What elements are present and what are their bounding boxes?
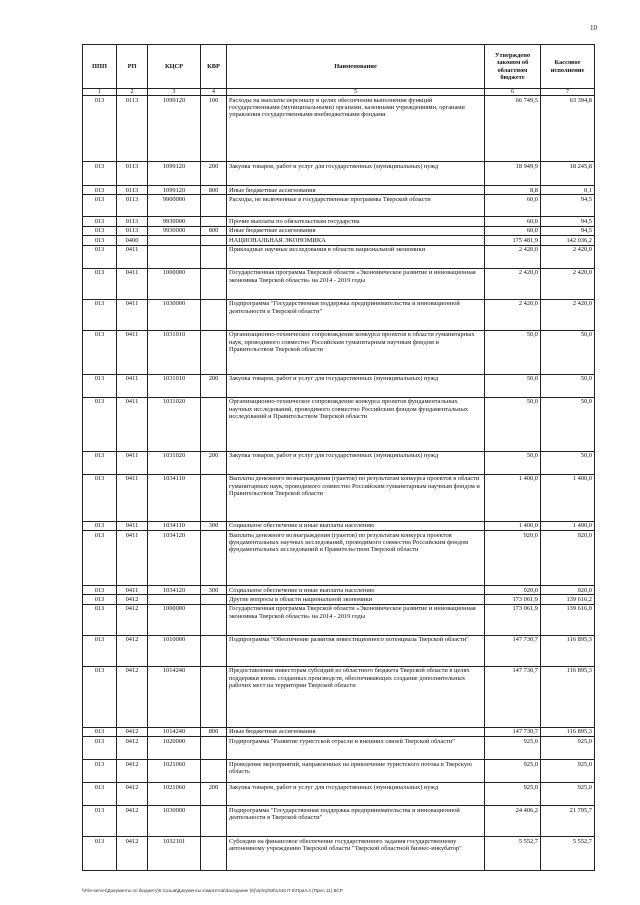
cell-cash: 116 895,3: [541, 727, 595, 736]
cell-cash: 920,0: [541, 531, 595, 586]
cell-kvr: [201, 635, 227, 666]
cell-kcsr: 1099120: [148, 96, 201, 162]
cell-approved: 173 061,9: [485, 595, 541, 604]
table-row: [83, 330, 595, 374]
cell-rp: 0412: [117, 737, 148, 760]
cell-kcsr: 1034120: [148, 531, 201, 586]
cell-name: Предоставление инвесторам субсидий из областного бюджета Тверской области в целях поддержки вновь созданных производств, обеспечивающих создание дополнительных рабочих мест на территории Тверской области: [227, 666, 485, 727]
cell-ppp: 013: [83, 268, 117, 299]
table-body: [83, 96, 595, 871]
cell-name: Субсидии на финансовое обеспечение государственного задания государственному автономному учреждению Тверской области "Тверской областной бизнес-инкубатор": [227, 837, 485, 871]
table-row: [83, 666, 595, 727]
cell-kcsr: 9900000: [148, 195, 201, 217]
table-row: [83, 96, 595, 162]
cell-rp: 0411: [117, 299, 148, 330]
cell-ppp: 013: [83, 374, 117, 397]
cell-kcsr: 1021060: [148, 760, 201, 783]
cell-rp: 0411: [117, 521, 148, 530]
cell-approved: 1 400,0: [485, 521, 541, 530]
cell-ppp: 013: [83, 330, 117, 374]
column-number: 5: [227, 89, 485, 96]
cell-approved: 1 400,0: [485, 474, 541, 521]
cell-cash: 50,0: [541, 451, 595, 474]
cell-cash: 2 420,0: [541, 245, 595, 268]
cell-kcsr: 1020000: [148, 737, 201, 760]
cell-rp: 0113: [117, 186, 148, 195]
cell-ppp: 013: [83, 217, 117, 226]
cell-name: Иные бюджетные ассигнования: [227, 727, 485, 736]
table-row: [83, 186, 595, 195]
cell-approved: 925,0: [485, 783, 541, 806]
table-row: [83, 162, 595, 186]
cell-rp: 0412: [117, 760, 148, 783]
cell-rp: 0113: [117, 217, 148, 226]
cell-name: Выплаты денежного вознаграждения (грантов) по результатам конкурса проектов в области гуманитарных наук, проводимого совместно Российским гуманитарным научным фондом и Правительством Тверской области: [227, 474, 485, 521]
cell-name: НАЦИОНАЛЬНАЯ ЭКОНОМИКА: [227, 236, 485, 245]
cell-cash: 5 552,7: [541, 837, 595, 871]
cell-rp: 0412: [117, 666, 148, 727]
cell-kvr: [201, 217, 227, 226]
cell-kcsr: 9930000: [148, 217, 201, 226]
cell-ppp: 013: [83, 737, 117, 760]
cell-cash: 925,0: [541, 737, 595, 760]
cell-name: Проведение мероприятий, направленных на привлечение туристского потока в Тверскую область: [227, 760, 485, 783]
cell-approved: 18 949,9: [485, 162, 541, 186]
cell-name: Организационно-техническое сопровождение конкурса проектов в области гуманитарных наук, проводимого совместно Российским гуманитарным научным фондом и Правительством Тверской области: [227, 330, 485, 374]
cell-kcsr: 1031010: [148, 374, 201, 397]
cell-kvr: [201, 737, 227, 760]
cell-rp: 0411: [117, 586, 148, 595]
cell-kcsr: 1014240: [148, 727, 201, 736]
table-row: [83, 451, 595, 474]
cell-kvr: 800: [201, 727, 227, 736]
cell-name: Расходы, не включенные в государственные программы Тверской области: [227, 195, 485, 217]
cell-rp: 0412: [117, 727, 148, 736]
table-row: [83, 397, 595, 451]
cell-cash: 142 036,2: [541, 236, 595, 245]
cell-rp: 0113: [117, 162, 148, 186]
cell-kvr: [201, 330, 227, 374]
table-row: [83, 374, 595, 397]
table-row: [83, 635, 595, 666]
page-number: 10: [590, 24, 597, 32]
cell-name: Подпрограмма "Развитие туристской отрасли и внешних связей Тверской области": [227, 737, 485, 760]
cell-kvr: 200: [201, 783, 227, 806]
cell-rp: 0411: [117, 397, 148, 451]
cell-kcsr: 1030000: [148, 299, 201, 330]
cell-kcsr: 1034120: [148, 586, 201, 595]
cell-name: Выплаты денежного вознаграждения (грантов) по результатам конкурса проектов фундаментальных научных исследований, проводимого совместно Российским фондом фундаментальных исследований и Правительством Тверской области: [227, 531, 485, 586]
cell-kcsr: 1099120: [148, 162, 201, 186]
cell-kcsr: 1032101: [148, 837, 201, 871]
cell-approved: 925,0: [485, 760, 541, 783]
header-kvr: КВР: [201, 45, 227, 89]
column-number: 6: [485, 89, 541, 96]
cell-kvr: [201, 666, 227, 727]
header-kcsr: КЦСР: [148, 45, 201, 89]
cell-ppp: 013: [83, 837, 117, 871]
cell-rp: 0113: [117, 96, 148, 162]
table-row: [83, 760, 595, 783]
cell-ppp: 013: [83, 604, 117, 635]
cell-cash: 50,0: [541, 374, 595, 397]
cell-kvr: [201, 268, 227, 299]
cell-cash: 139 616,2: [541, 595, 595, 604]
cell-approved: 920,0: [485, 531, 541, 586]
cell-rp: 0411: [117, 451, 148, 474]
table-row: [83, 727, 595, 736]
cell-name: Прочие выплаты по обязательствам государства: [227, 217, 485, 226]
cell-cash: 50,0: [541, 330, 595, 374]
column-numbers-row: [83, 89, 595, 96]
cell-rp: 0411: [117, 474, 148, 521]
cell-name: Социальное обеспечение и иные выплаты населению: [227, 586, 485, 595]
cell-ppp: 013: [83, 474, 117, 521]
cell-kcsr: 1031020: [148, 397, 201, 451]
cell-kvr: [201, 397, 227, 451]
cell-approved: 50,0: [485, 397, 541, 451]
cell-kcsr: 9930000: [148, 226, 201, 235]
cell-cash: 116 895,3: [541, 666, 595, 727]
cell-approved: 925,0: [485, 737, 541, 760]
cell-kcsr: 1000000: [148, 268, 201, 299]
cell-rp: 0412: [117, 635, 148, 666]
cell-name: Подпрограмма "Государственная поддержка предпринимательства и инновационной деятельности в Тверской области": [227, 299, 485, 330]
cell-rp: 0412: [117, 595, 148, 604]
cell-kvr: [201, 595, 227, 604]
cell-approved: 2 420,0: [485, 299, 541, 330]
cell-name: Закупка товаров, работ и услуг для государственных (муниципальных) нужд: [227, 783, 485, 806]
table-row: [83, 595, 595, 604]
cell-approved: 60,0: [485, 217, 541, 226]
budget-table: [82, 44, 595, 871]
cell-name: Другие вопросы в области национальной экономики: [227, 595, 485, 604]
cell-kvr: [201, 474, 227, 521]
cell-kvr: [201, 299, 227, 330]
cell-approved: 24 406,2: [485, 806, 541, 837]
cell-rp: 0412: [117, 783, 148, 806]
cell-kvr: 200: [201, 451, 227, 474]
cell-name: Социальное обеспечение и иные выплаты населению: [227, 521, 485, 530]
cell-rp: 0113: [117, 195, 148, 217]
cell-name: Государственная программа Тверской области «Экономическое развитие и инновационная экономика Тверской области» на 2014 - 2019 годы: [227, 268, 485, 299]
cell-kvr: 800: [201, 226, 227, 235]
cell-approved: 147 730,7: [485, 666, 541, 727]
cell-kvr: [201, 837, 227, 871]
cell-ppp: 013: [83, 531, 117, 586]
cell-approved: 920,0: [485, 586, 541, 595]
cell-cash: 1 400,0: [541, 474, 595, 521]
cell-approved: 66 749,5: [485, 96, 541, 162]
cell-approved: 50,0: [485, 451, 541, 474]
cell-ppp: 013: [83, 586, 117, 595]
cell-ppp: 013: [83, 635, 117, 666]
cell-rp: 0412: [117, 806, 148, 837]
column-number: 1: [83, 89, 117, 96]
cell-kcsr: 1030000: [148, 806, 201, 837]
cell-kvr: 300: [201, 521, 227, 530]
table-row: [83, 783, 595, 806]
cell-ppp: 013: [83, 806, 117, 837]
cell-name: Закупка товаров, работ и услуг для государственных (муниципальных) нужд: [227, 162, 485, 186]
cell-kvr: [201, 531, 227, 586]
table-row: [83, 531, 595, 586]
cell-approved: 50,0: [485, 330, 541, 374]
cell-ppp: 013: [83, 760, 117, 783]
cell-kvr: 300: [201, 586, 227, 595]
cell-ppp: 013: [83, 96, 117, 162]
cell-name: Прикладные научные исследования в области национальной экономики: [227, 245, 485, 268]
cell-kvr: 200: [201, 162, 227, 186]
cell-ppp: 013: [83, 186, 117, 195]
cell-ppp: 013: [83, 299, 117, 330]
cell-cash: 116 895,3: [541, 635, 595, 666]
header-row: [83, 45, 595, 89]
cell-approved: 2 420,0: [485, 245, 541, 268]
cell-rp: 0411: [117, 245, 148, 268]
cell-rp: 0411: [117, 374, 148, 397]
cell-kvr: [201, 604, 227, 635]
cell-ppp: 013: [83, 451, 117, 474]
cell-name: Иные бюджетные ассигнования: [227, 226, 485, 235]
cell-rp: 0411: [117, 268, 148, 299]
cell-kcsr: 1014240: [148, 666, 201, 727]
cell-kcsr: [148, 245, 201, 268]
cell-name: Подпрограмма "Государственная поддержка предпринимательства и инновационной деятельности в Тверской области": [227, 806, 485, 837]
cell-cash: 63 394,8: [541, 96, 595, 162]
cell-kcsr: 1099120: [148, 186, 201, 195]
table-row: [83, 195, 595, 217]
column-number: 2: [117, 89, 148, 96]
cell-approved: 175 481,9: [485, 236, 541, 245]
cell-kvr: 200: [201, 374, 227, 397]
cell-cash: 94,5: [541, 217, 595, 226]
cell-ppp: 013: [83, 226, 117, 235]
cell-approved: 50,0: [485, 374, 541, 397]
header-approved: Утверждено законом об областном бюджете: [485, 45, 541, 89]
cell-cash: 925,0: [541, 783, 595, 806]
cell-kvr: 100: [201, 96, 227, 162]
cell-rp: 0113: [117, 226, 148, 235]
cell-kcsr: 1010000: [148, 635, 201, 666]
cell-kvr: [201, 245, 227, 268]
cell-ppp: 013: [83, 195, 117, 217]
cell-cash: 925,0: [541, 760, 595, 783]
cell-approved: 60,0: [485, 195, 541, 217]
header-cash: Кассовое исполнение: [541, 45, 595, 89]
cell-cash: 50,0: [541, 397, 595, 451]
cell-name: Закупка товаров, работ и услуг для государственных (муниципальных) нужд: [227, 374, 485, 397]
table-row: [83, 236, 595, 245]
column-number: 7: [541, 89, 595, 96]
cell-ppp: 013: [83, 521, 117, 530]
cell-cash: 2 420,0: [541, 299, 595, 330]
cell-approved: 5 552,7: [485, 837, 541, 871]
cell-rp: 0412: [117, 837, 148, 871]
cell-approved: 8,8: [485, 186, 541, 195]
table-row: [83, 245, 595, 268]
cell-rp: 0400: [117, 236, 148, 245]
table-row: [83, 521, 595, 530]
cell-kcsr: [148, 236, 201, 245]
table-row: [83, 586, 595, 595]
cell-cash: 1 400,0: [541, 521, 595, 530]
cell-cash: 94,5: [541, 195, 595, 217]
cell-kcsr: 1031010: [148, 330, 201, 374]
table-row: [83, 806, 595, 837]
cell-ppp: 013: [83, 595, 117, 604]
cell-approved: 60,0: [485, 226, 541, 235]
header-ppp: ППП: [83, 45, 117, 89]
cell-name: Организационно-техническое сопровождение конкурса проектов фундаментальных научных исследований, проводимого совместно Российским фондом фундаментальных исследований и Правительством Тверской области: [227, 397, 485, 451]
cell-approved: 147 730,7: [485, 635, 541, 666]
cell-kcsr: 1034110: [148, 521, 201, 530]
cell-rp: 0412: [117, 604, 148, 635]
cell-kcsr: 1000000: [148, 604, 201, 635]
cell-kcsr: [148, 595, 201, 604]
cell-name: Закупка товаров, работ и услуг для государственных (муниципальных) нужд: [227, 451, 485, 474]
table-row: [83, 299, 595, 330]
column-number: 3: [148, 89, 201, 96]
cell-name: Расходы на выплаты персоналу в целях обеспечения выполнения функций государственными (муниципальными) органами, казенными учреждениями, органами управления государственными внебюджетными фондами: [227, 96, 485, 162]
cell-cash: 2 420,0: [541, 268, 595, 299]
file-path-footer: \\File-server\Документы по бюджету\5 Созыв\Документы комитетов\Заседание (6)\пр\пр\56\1446 П-5\Прил.4 (Прил 11) ВСР: [82, 888, 343, 893]
cell-name: Иные бюджетные ассигнования: [227, 186, 485, 195]
table-row: [83, 737, 595, 760]
cell-cash: 94,5: [541, 226, 595, 235]
cell-cash: 21 795,7: [541, 806, 595, 837]
column-number: 4: [201, 89, 227, 96]
table-row: [83, 268, 595, 299]
header-rp: РП: [117, 45, 148, 89]
cell-ppp: 013: [83, 397, 117, 451]
cell-kvr: [201, 806, 227, 837]
cell-approved: 2 420,0: [485, 268, 541, 299]
cell-kcsr: 1021060: [148, 783, 201, 806]
table-row: [83, 604, 595, 635]
cell-kvr: [201, 236, 227, 245]
cell-name: Государственная программа Тверской области «Экономическое развитие и инновационная экономика Тверской области» на 2014 - 2019 годы: [227, 604, 485, 635]
cell-kvr: [201, 760, 227, 783]
header-name: Наименование: [227, 45, 485, 89]
cell-ppp: 013: [83, 236, 117, 245]
cell-cash: 18 245,8: [541, 162, 595, 186]
cell-name: Подпрограмма "Обеспечение развития инвестиционного потенциала Тверской области": [227, 635, 485, 666]
cell-rp: 0411: [117, 330, 148, 374]
cell-kvr: [201, 195, 227, 217]
cell-ppp: 013: [83, 727, 117, 736]
cell-approved: 173 061,9: [485, 604, 541, 635]
cell-ppp: 013: [83, 783, 117, 806]
cell-ppp: 013: [83, 245, 117, 268]
table-row: [83, 226, 595, 235]
cell-cash: 0,1: [541, 186, 595, 195]
cell-approved: 147 730,7: [485, 727, 541, 736]
cell-cash: 139 616,0: [541, 604, 595, 635]
table-row: [83, 474, 595, 521]
table-row: [83, 217, 595, 226]
cell-ppp: 013: [83, 162, 117, 186]
table-row: [83, 837, 595, 871]
cell-kcsr: 1034110: [148, 474, 201, 521]
cell-kvr: 800: [201, 186, 227, 195]
cell-cash: 920,0: [541, 586, 595, 595]
cell-kcsr: 1031020: [148, 451, 201, 474]
cell-ppp: 013: [83, 666, 117, 727]
cell-rp: 0411: [117, 531, 148, 586]
